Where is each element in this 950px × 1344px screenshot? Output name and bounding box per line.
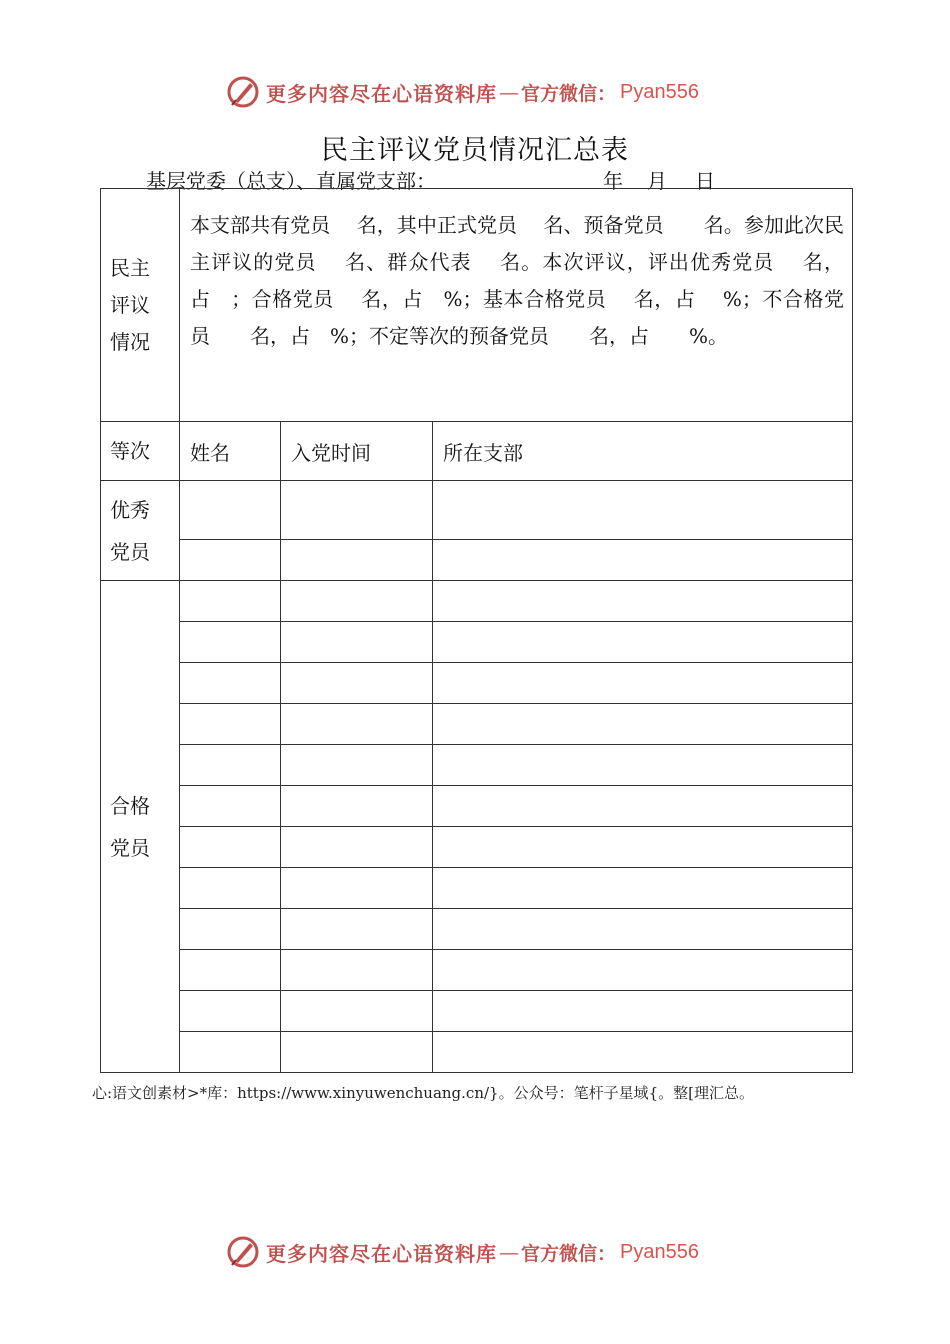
table-row [101,704,853,745]
banner-dash: — [499,80,519,104]
name-cell[interactable] [180,481,281,540]
header-name: 姓名 [180,422,281,481]
summary-table [100,188,853,1073]
table-row [101,581,853,622]
summary-label [101,189,180,422]
join-date-cell[interactable] [281,663,433,704]
branch-cell[interactable] [433,1032,853,1073]
name-cell[interactable] [180,991,281,1032]
top-banner [226,74,699,110]
rank-excellent-line: 党员 [110,539,150,564]
branch-cell[interactable] [433,622,853,663]
pen-logo-icon [226,75,260,109]
name-cell[interactable] [180,745,281,786]
table-row [101,868,853,909]
table-row [101,1032,853,1073]
branch-cell[interactable] [433,540,853,581]
name-cell[interactable] [180,868,281,909]
branch-cell[interactable] [433,909,853,950]
banner-wechat-id: Pyan556 [620,1240,699,1263]
table-row [101,540,853,581]
branch-cell[interactable] [433,481,853,540]
banner-wechat-id: Pyan556 [620,80,699,103]
name-cell[interactable] [180,704,281,745]
branch-cell[interactable] [433,663,853,704]
banner-text: 更多内容尽在心语资料库 [266,81,497,106]
name-cell[interactable] [180,950,281,991]
branch-cell[interactable] [433,786,853,827]
name-cell[interactable] [180,1032,281,1073]
table-row [101,909,853,950]
table-row [101,481,853,540]
summary-label-line: 民主 [110,255,150,280]
rank-qualified-line: 党员 [110,835,150,860]
name-cell[interactable] [180,581,281,622]
table-row [101,827,853,868]
banner-wechat-label: 官方微信： [521,1242,617,1265]
banner-text: 更多内容尽在心语资料库 [266,1241,497,1266]
branch-cell[interactable] [433,827,853,868]
name-cell[interactable] [180,827,281,868]
join-date-cell[interactable] [281,622,433,663]
rank-qualified [101,581,180,1073]
banner-wechat-label: 官方微信： [521,82,617,105]
join-date-cell[interactable] [281,745,433,786]
header-branch: 所在支部 [433,422,853,481]
table-row [101,745,853,786]
summary-text[interactable]: 本支部共有党员 名，其中正式党员 名、预备党员 名。参加此次民主评议的党员 名、群众代表 名。本次评议，评出优秀党员 名，占 ；合格党员 名，占 %；基本合格党员 名，占 %；不合格党员 名，占 %；不定等次的预备党员 名，占 %。 [180,189,853,422]
join-date-cell[interactable] [281,540,433,581]
footer-note: 心:语文创素材>*库：https://www.xinyuwenchuang.cn/}。公众号：笔杆子星域{。整[理汇总。 [92,1084,754,1102]
table-row [101,950,853,991]
branch-cell[interactable] [433,704,853,745]
join-date-cell[interactable] [281,704,433,745]
summary-label-line: 情况 [110,329,150,354]
join-date-cell[interactable] [281,868,433,909]
join-date-cell[interactable] [281,991,433,1032]
bottom-banner [226,1234,699,1270]
rank-qualified-line: 合格 [110,793,150,818]
header-join-date: 入党时间 [281,422,433,481]
table-row [101,991,853,1032]
page-title: 民主评议党员情况汇总表 [321,135,629,166]
date-year: 年 [603,169,623,193]
rank-excellent-line: 优秀 [110,497,150,522]
branch-cell[interactable] [433,991,853,1032]
name-cell[interactable] [180,663,281,704]
table-row [101,663,853,704]
join-date-cell[interactable] [281,950,433,991]
pen-logo-icon [226,1235,260,1269]
table-row [101,786,853,827]
summary-row [101,189,853,422]
header-row [101,422,853,481]
name-cell[interactable] [180,540,281,581]
unit-label: 基层党委（总支）、直属党支部： [146,169,436,193]
name-cell[interactable] [180,622,281,663]
date-month: 月 [647,169,667,193]
date-day: 日 [695,169,715,193]
rank-excellent [101,481,180,581]
join-date-cell[interactable] [281,827,433,868]
branch-cell[interactable] [433,745,853,786]
branch-cell[interactable] [433,868,853,909]
join-date-cell[interactable] [281,1032,433,1073]
table-row [101,622,853,663]
join-date-cell[interactable] [281,581,433,622]
name-cell[interactable] [180,909,281,950]
join-date-cell[interactable] [281,909,433,950]
join-date-cell[interactable] [281,481,433,540]
summary-label-line: 评议 [110,292,150,317]
header-rank: 等次 [101,422,180,481]
branch-cell[interactable] [433,581,853,622]
branch-cell[interactable] [433,950,853,991]
banner-dash: — [499,1240,519,1264]
join-date-cell[interactable] [281,786,433,827]
name-cell[interactable] [180,786,281,827]
